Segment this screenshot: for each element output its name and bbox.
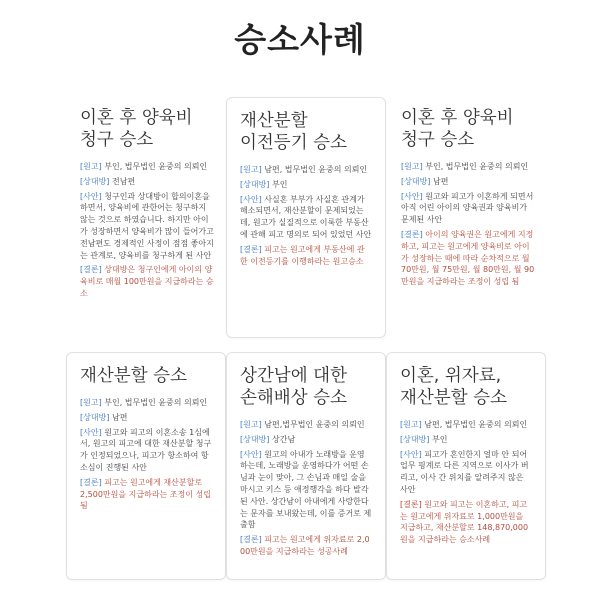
case-title: 재산분할 이전등기 승소 — [240, 111, 347, 153]
opponent-label: [상대방] — [401, 176, 431, 186]
plaintiff-label: [원고] — [80, 162, 102, 171]
case-result — [240, 534, 372, 558]
plaintiff-text: 남편, 법무법인 윤중의 의뢰인 — [264, 165, 368, 174]
case-description — [401, 191, 535, 226]
plaintiff-label: [원고] — [400, 420, 422, 429]
case-opponent — [80, 412, 212, 424]
result-text: 피고는 원고에게 부동산에 관한 이전등기를 이행하라는 원고승소 — [240, 244, 365, 266]
plaintiff-text: 남편, 법무법인 윤중의 의뢰인 — [424, 420, 528, 429]
case-opponent — [401, 176, 535, 188]
plaintiff-label: [원고] — [80, 398, 102, 407]
case-card — [66, 352, 226, 580]
case-opponent — [80, 176, 214, 188]
case-card — [226, 97, 386, 338]
opponent-text: 전남편 — [111, 176, 136, 186]
case-title: 이혼 후 양육비 청구 승소 — [401, 108, 514, 150]
result-text: 아이의 양육권은 원고에게 지정하고, 피고는 원고에게 양육비로 아이가 성장하는 때에 따라 순차적으로 월 70만원, 월 75만원, 월 80만원, 월 90만원을 지급하라는 조정이 성립 됨 — [401, 229, 535, 287]
result-label: [결론] — [400, 499, 422, 509]
case-opponent — [400, 434, 532, 446]
case-plaintiff — [240, 419, 372, 431]
opponent-label: [상대방] — [80, 412, 110, 422]
result-label: [결론] — [80, 477, 102, 487]
case-label: [사안] — [80, 191, 102, 201]
opponent-text: 남편 — [432, 176, 449, 186]
case-label: [사안] — [80, 427, 102, 437]
case-text: 청구인과 상대방이 합의이혼을 하면서, 양육비에 관한어는 청구하지 않는 것으로 하였습니다. 하지만 아이가 성장하면서 양육비가 많이 들어가고 전남편도 경제적인 사정이 점점 좋아지는 관계로, 양육비를 청구하게 된 사안 — [80, 191, 214, 260]
result-label: [결론] — [80, 265, 102, 275]
case-plaintiff — [401, 161, 535, 173]
case-card — [386, 352, 546, 580]
plaintiff-text: 부인, 법무법인 윤중의 의뢰인 — [425, 162, 529, 171]
result-text: 피고는 원고에게 재산분할로 2,500만원을 지급하라는 조정이 성립 됨 — [80, 477, 211, 511]
case-card — [226, 352, 386, 580]
case-text: 피고가 혼인한지 얼마 안 되어 업무 핑계로 다른 지역으로 이사가 버리고, 이사 간 위치를 알려주지 않은 사안 — [400, 449, 529, 494]
result-label: [결론] — [240, 535, 262, 545]
opponent-text: 부인 — [271, 179, 288, 189]
opponent-text: 부인 — [431, 434, 448, 444]
case-description — [80, 191, 214, 262]
case-card — [66, 94, 228, 342]
opponent-text: 상간남 — [271, 434, 296, 444]
plaintiff-label: [원고] — [240, 165, 262, 174]
result-text: 상대방은 청구인에게 아이의 양육비로 매월 100만원을 지급하라는 승소 — [80, 265, 214, 298]
opponent-label: [상대방] — [240, 434, 270, 444]
case-description — [240, 449, 372, 532]
case-label: [사안] — [240, 449, 262, 459]
case-opponent — [240, 434, 372, 446]
case-opponent — [240, 179, 372, 191]
plaintiff-text: 남편,법무법인 윤중의 의뢰인 — [264, 420, 365, 429]
result-label: [결론] — [401, 229, 423, 239]
case-title: 재산분할 승소 — [80, 366, 187, 386]
opponent-text: 남편 — [111, 412, 128, 422]
case-title: 상간남에 대한 손해배상 승소 — [240, 366, 347, 408]
case-description — [80, 427, 212, 474]
case-title: 이혼, 위자료, 재산분할 승소 — [400, 366, 507, 408]
case-card — [387, 94, 549, 342]
case-text: 원고의 아내가 노래방을 운영하는데, 노래방을 운영하다가 어떤 손님과 눈이 맞아, 그 손님과 매일 술을 마시고 키스 등 애정행각을 하다 발각된 사안. 상간남이 아내에게 사랑한다는 문자를 보내왔는데, 이를 증거로 제출함 — [240, 449, 372, 530]
plaintiff-label: [원고] — [401, 162, 423, 171]
case-label: [사안] — [240, 194, 262, 204]
case-result — [240, 244, 372, 268]
result-label: [결론] — [240, 244, 262, 254]
case-plaintiff — [240, 164, 372, 176]
case-description — [240, 194, 372, 241]
page-title: 승소사례 — [234, 20, 366, 59]
case-plaintiff — [400, 419, 532, 431]
opponent-label: [상대방] — [240, 179, 270, 189]
plaintiff-text: 부인, 법무법인 윤중의 의뢰인 — [104, 398, 208, 407]
result-text: 원고와 피고는 이혼하고, 피고는 원고에게 위자료로 1,000만원을 지급하고, 재산분할로 148,870,000원을 지급하라는 승소사례 — [400, 499, 529, 545]
case-text: 원고와 피고의 이혼소송 1심에서, 원고의 피고에 대한 재산분할 청구가 인정되었으나, 피고가 항소하여 항소심이 진행된 사안 — [80, 427, 212, 472]
case-result — [80, 477, 212, 512]
case-description — [400, 449, 532, 496]
case-label: [사안] — [400, 449, 422, 459]
case-result — [400, 499, 532, 546]
opponent-label: [상대방] — [400, 434, 430, 444]
plaintiff-text: 부인, 법무법인 윤중의 의뢰인 — [104, 162, 208, 171]
case-result — [401, 229, 535, 288]
case-plaintiff — [80, 397, 212, 409]
case-result — [80, 264, 214, 299]
case-text: 원고와 피고가 이혼하게 되면서 아직 어린 아이의 양육권과 양육비가 문제된 사안 — [401, 191, 534, 225]
result-text: 피고는 원고에게 위자료로 2,000만원을 지급하라는 성공사례 — [240, 535, 370, 556]
case-title: 이혼 후 양육비 청구 승소 — [80, 108, 193, 150]
opponent-label: [상대방] — [80, 176, 110, 186]
case-plaintiff — [80, 161, 214, 173]
plaintiff-label: [원고] — [240, 420, 262, 429]
case-text: 사실혼 부부가 사실혼 관계가 해소되면서, 재산분할이 문제되었는데, 원고가 실질적으로 이룩한 부동산에 관해 피고 명의로 되어 있었던 사안 — [240, 194, 372, 239]
case-label: [사안] — [401, 191, 423, 201]
